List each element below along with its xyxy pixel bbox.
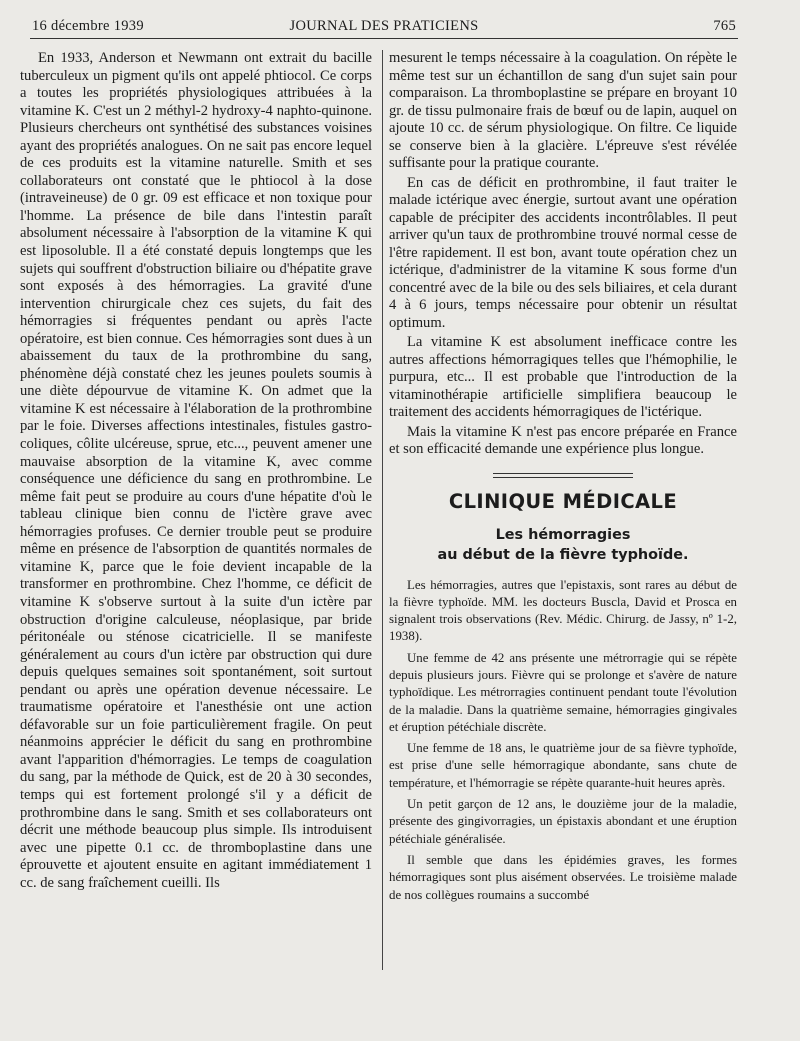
section-title: CLINIQUE MÉDICALE: [448, 489, 678, 513]
right-paragraph: En cas de déficit en prothrombine, il faut traiter le malade ictérique avec énergie, surtout avant une opération capable de précipiter des accidents incontrôlables. Il peut arriver qu'un taux de prothrombine trouvé normal cesse de l'être rapidement. Il est bon, avant toute opération chez un ictérique, d'administrer de la vitamine K sous forme d'un concentré avec de la bile ou des sels biliaires, et cela durant 4 à 6 jours, temps nécessaire pour obtenir un résultat optimum.: [389, 174, 737, 331]
header-date: 16 décembre 1939: [32, 18, 144, 34]
section-rule: [493, 473, 633, 478]
left-column: [20, 50, 372, 892]
page-header: [30, 16, 738, 39]
header-page-number: 765: [713, 18, 736, 34]
article-title-line: Les hémorragies: [495, 526, 631, 543]
right-column: [389, 50, 737, 908]
right-column-continuation: [389, 50, 737, 459]
article-paragraph: Un petit garçon de 12 ans, le douzième jour de la maladie, présente des gingivorragies, un épistaxis abondant et une éruption pétéchiale généralisée.: [389, 797, 737, 846]
article-title-line: au début de la fièvre typhoïde.: [437, 546, 689, 563]
left-paragraph: En 1933, Anderson et Newmann ont extrait du bacille tuberculeux un pigment qu'ils ont appelé phtiocol. Ce corps a toutes les propriétés physiologiques attribuées à la vitamine K. C'est un 2 méthyl-2 hydroxy-4 naphto-quinone. Plusieurs chercheurs ont synthétisé des substances voisines ayant des propriétés analogues. On ne sait pas encore lequel de ces produits est la vitamine naturelle. Smith et ses collaborateurs ont constaté que le phtiocol à la dose (intraveineuse) de 0 gr. 09 est efficace et non toxique pour l'homme. La présence de bile dans l'intestin paraît absolument nécessaire à l'absorption de la vitamine K qui est liposoluble. Il a été constaté depuis longtemps que les sujets qui souffrent d'obstruction biliaire ou d'hépatite grave sont exposés à des hémorragies. La gravité d'une intervention chirurgicale chez ces sujets, du fait des hémorragies si fréquentes pendant ou après l'acte opératoire, est bien connue. Ces hémorragies sont dues à un abaissement du taux de la prothrombine du sang, phénomène déjà constaté chez les jeunes poulets soumis à une diète dépourvue de vitamine K. On admet que la vitamine K est nécessaire à l'élaboration de la prothrombine par le foie. Diverses affections intestinales, fistules gastro-coliques, côlite ulcéreuse, sprue, etc..., peuvent amener une mauvaise absorption de la vitamine K, avec comme conséquence une déficience du sang en prothrombine. Le même fait peut se produire au cours d'une hépatite d'où le tableau clinique bien connu de l'ictère grave avec hémorragies profuses. Ce dernier trouble peut se produire même en présence de l'absorption de quantités normales de vitamine K, parce que le foie devient incapable de la transformer en prothrombine. Chez l'homme, ce déficit de vitamine K s'observe surtout à la suite d'un ictère par obstruction d'origine calculeuse, néoplasique, par bride péritonéale ou sténose cicatricielle. Il se manifeste généralement au cours d'un ictère par obstruction qui dure depuis quelques semaines soit spontanément, soit surtout pendant ou après une opération devenue nécessaire. Le traumatisme opératoire et l'anesthésie ont une action défavorable sur un foie particulièrement fragile. On peut néanmoins apprécier le déficit du sang en prothrombine avant l'apparition d'hémorragies. Le temps de coagulation du sang, par la méthode de Quick, est de 20 à 30 secondes, temps qui est fortement prolongé s'il y a déficit de prothrombine dans le sang. Smith et ses collaborateurs ont décrit une méthode beaucoup plus simple. Ils introduisent avec une pipette 0.1 cc. de thromboplastine dans une éprouvette et ajoutent ensuite en agitant immédiatement 1 cc. de sang fraîchement cueilli. Ils: [20, 50, 372, 891]
article-paragraph: Une femme de 18 ans, le quatrième jour de sa fièvre typhoïde, est prise d'une selle hémorragique abondante, sans chute de température, et l'hémorragie se répète quarante-huit heures après.: [389, 741, 737, 790]
column-divider: [382, 50, 383, 970]
header-journal-title: JOURNAL DES PRATICIENS: [289, 18, 479, 34]
article-paragraph: Une femme de 42 ans présente une métrorragie qui se répète depuis plusieurs jours. Fièvre qui se prolonge et s'avère de nature typhoïdique. Les métrorragies continuent pendant toute l'évolution de la maladie. Dans la quatrième semaine, hémorragies gingivales et éruption pétéchiale discrète.: [389, 650, 737, 734]
right-paragraph: mesurent le temps nécessaire à la coagulation. On répète le même test sur un échantillon de sang d'un sujet sain pour comparaison. La thromboplastine se prépare en broyant 10 gr. de tissu pulmonaire frais de bœuf ou de lapin, auquel on ajoute 10 cc. de sérum physiologique. On filtre. Ce liquide se conserve bien à la glacière. L'épreuve s'est révélée suffisante pour la pratique courante.: [389, 50, 737, 171]
right-paragraph: La vitamine K est absolument inefficace contre les autres affections hémorragiques telles que l'hémophilie, le purpura, etc... Il est probable que l'introduction de la vitaminothérapie artificielle simplifiera beaucoup le traitement des accidents hémorragiques de l'ictérique.: [389, 334, 737, 420]
right-paragraph: Mais la vitamine K n'est pas encore préparée en France et son efficacité demande une expérience plus longue.: [389, 423, 737, 457]
article-paragraph: Les hémorragies, autres que l'epistaxis, sont rares au début de la fièvre typhoïde. MM. les docteurs Buscla, David et Prosca en signalent trois observations (Rev. Médic. Chirurg. de Jassy, nº 1-2, 1938).: [389, 577, 737, 644]
article-title: [389, 525, 737, 565]
article-paragraph: Il semble que dans les épidémies graves, les formes hémorragiques sont plus aisément observées. Le troisième malade de nos collègues roumains a succombé: [389, 852, 737, 902]
article-body: [389, 577, 737, 904]
